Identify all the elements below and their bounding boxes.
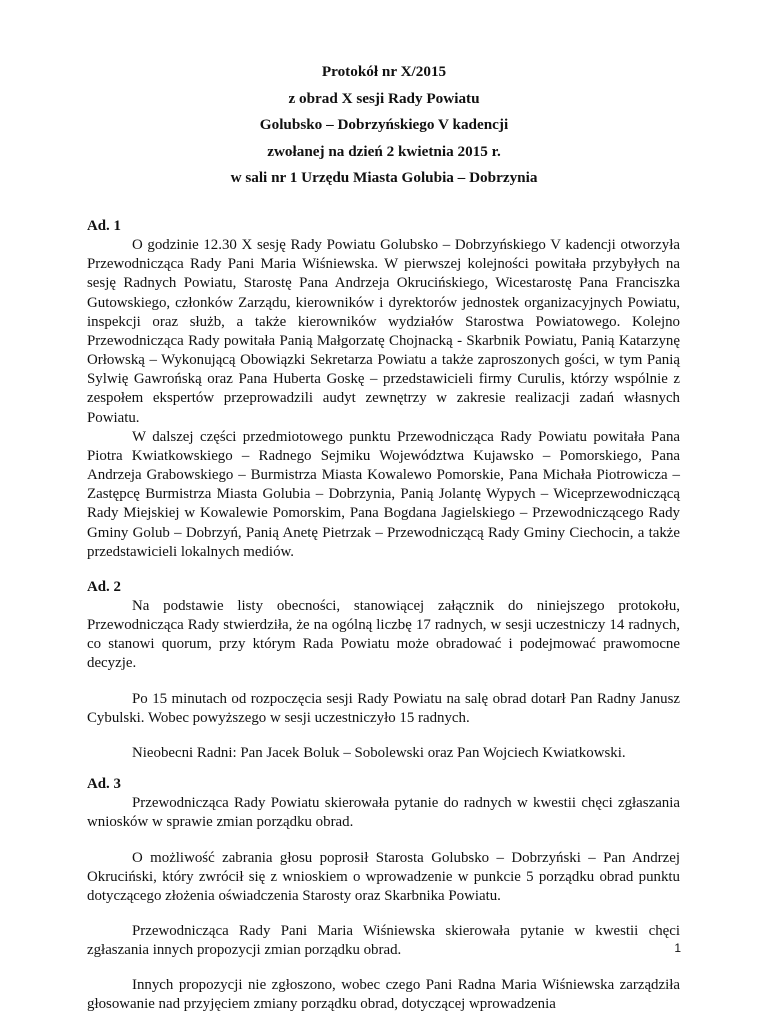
- paragraph: O możliwość zabrania głosu poprosił Starosta Golubsko – Dobrzyński – Pan Andrzej Okruciński, który zwrócił się z wnioskiem o wprowadzenie w punkcie 5 porządku obrad punktu dotyczącego złożenia oświadczenia Starosty oraz Skarbnika Powiatu.: [87, 849, 680, 904]
- document-header: [0, 59, 768, 192]
- page-number: 1: [674, 941, 681, 955]
- date-line: zwołanej na dzień 2 kwietnia 2015 r.: [267, 142, 501, 160]
- section-heading-ad3: Ad. 3: [87, 776, 121, 793]
- section-heading-ad2: Ad. 2: [87, 578, 121, 595]
- session-line: z obrad X sesji Rady Powiatu: [288, 89, 480, 107]
- paragraph: Innych propozycji nie zgłoszono, wobec czego Pani Radna Maria Wiśniewska zarządziła głosowanie nad przyjęciem zmiany porządku obrad, dotyczącej wprowadzenia: [87, 977, 680, 1013]
- paragraph: Przewodnicząca Rady Pani Maria Wiśniewska skierowała pytanie w kwestii chęci zgłaszania innych propozycji zmian porządku obrad.: [87, 923, 680, 959]
- council-line: Golubsko – Dobrzyńskiego V kadencji: [259, 116, 509, 134]
- paragraph: W dalszej części przedmiotowego punktu Przewodnicząca Rady Powiatu powitała Pana Piotra Kwiatkowskiego – Radnego Sejmiku Województwa Kujawsko – Pomorskiego, Pana Andrzeja Grabowskiego – Burmistrza Miasta Kowalewo Pomorskie, Pana Michała Piotrowicza – Zastępcę Burmistrza Miasta Golubia – Dobrzynia, Panią Jolantę Wypych – Wiceprzewodniczącą Rady Miejskiej w Kowalewie Pomorskim, Pana Bogdana Jagielskiego – Przewodniczącego Rady Gminy Golub – Dobrzyń, Panią Anetę Pietrzak – Przewodniczącą Rady Gminy Ciechocin, a także przedstawicieli lokalnych mediów.: [87, 428, 680, 560]
- paragraph: O godzinie 12.30 X sesję Rady Powiatu Golubsko – Dobrzyńskiego V kadencji otworzyła Przewodnicząca Rady Pani Maria Wiśniewska. W pierwszej kolejności powitała przybyłych na sesję Radnych Powiatu, Starostę Pana Andrzeja Okrucińskiego, Wicestarostę Pana Franciszka Gutowskiego, członków Zarządu, kierowników i dyrektorów jednostek organizacyjnych Powiatu, inspekcji oraz służb, a także kierowników wydziałów Starostwa Powiatowego. Kolejno Przewodnicząca Rady powitała Panią Małgorzatę Chojnacką - Skarbnik Powiatu, Panią Katarzynę Orłowską – Wykonującą Obowiązki Sekretarza Powiatu a także zaproszonych gości, w tym Panią Sylwię Gawrońską oraz Pana Huberta Goskę – przedstawicieli firmy Curulis, którzy wspólnie z zespołem ekspertów przeprowadzili audyt zewnętrzy w zakresie realizacji zadań własnych Powiatu.: [87, 237, 680, 426]
- paragraph: Po 15 minutach od rozpoczęcia sesji Rady Powiatu na salę obrad dotarł Pan Radny Janusz Cybulski. Wobec powyższego w sesji uczestniczyło 15 radnych.: [87, 690, 680, 726]
- paragraph: Przewodnicząca Rady Powiatu skierowała pytanie do radnych w kwestii chęci zgłaszania wniosków w sprawie zmian porządku obrad.: [87, 795, 680, 831]
- document-body: [87, 217, 680, 1015]
- paragraph: Nieobecni Radni: Pan Jacek Boluk – Sobolewski oraz Pan Wojciech Kwiatkowski.: [132, 744, 626, 761]
- protocol-title: Protokół nr X/2015: [321, 63, 447, 80]
- location-line: w sali nr 1 Urzędu Miasta Golubia – Dobrzynia: [230, 169, 538, 187]
- section-heading-ad1: Ad. 1: [87, 218, 121, 234]
- paragraph: Na podstawie listy obecności, stanowiącej załącznik do niniejszego protokołu, Przewodnicząca Rady stwierdziła, że na ogólną liczbę 17 radnych, w sesji uczestniczy 14 radnych, co stanowi quorum, przy którym Rada Powiatu może obradować i podejmować prawomocne decyzje.: [87, 597, 680, 672]
